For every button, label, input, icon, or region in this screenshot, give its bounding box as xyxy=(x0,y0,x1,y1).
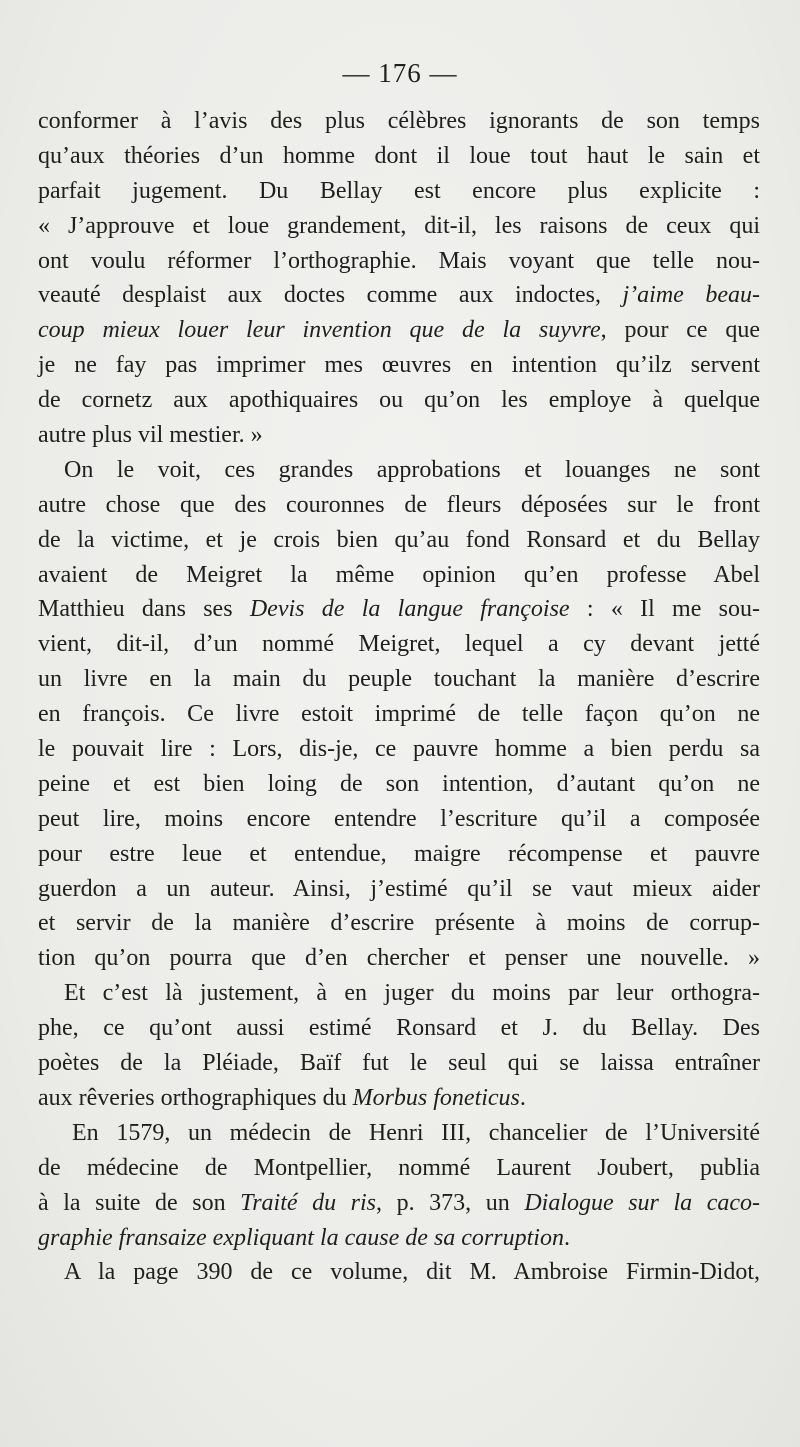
text-segment: A la page 390 de ce volume, dit M. Ambroise Firmin-Didot, xyxy=(64,1259,760,1286)
text-line xyxy=(38,488,760,523)
text-line xyxy=(38,802,760,837)
text-segment: de cornetz aux apothiquaires ou qu’on les employe à quelque xyxy=(38,387,760,414)
body-text xyxy=(38,104,760,1290)
text-line xyxy=(38,104,760,139)
text-segment: : « Il me sou- xyxy=(569,596,760,623)
italic-text: coup mieux louer leur invention que de la suyvre xyxy=(38,317,601,344)
text-segment: à la suite de son xyxy=(38,1189,241,1216)
text-line xyxy=(38,418,760,453)
italic-text: Morbus foneticus xyxy=(352,1084,520,1111)
text-segment: peut lire, moins encore entendre l’escriture qu’il a composée xyxy=(38,805,760,832)
text-segment: avaient de Meigret la même opinion qu’en professe Abel xyxy=(38,561,760,588)
text-line xyxy=(38,1151,760,1186)
text-line xyxy=(38,872,760,907)
text-segment: pour estre leue et entendue, maigre récompense et pauvre xyxy=(38,840,760,867)
text-line xyxy=(38,1011,760,1046)
text-line xyxy=(38,453,760,488)
text-segment: Matthieu dans ses xyxy=(38,596,250,623)
text-segment: . xyxy=(563,1224,570,1251)
italic-text: Devis de la langue françoise xyxy=(249,596,570,623)
text-segment: Et c’est là justement, à en juger du moins par leur orthogra- xyxy=(64,980,760,1007)
text-segment: guerdon a un auteur. Ainsi, j’estimé qu’il se vaut mieux aider xyxy=(38,875,760,902)
text-segment: peine et est bien loing de son intention, d’autant qu’on ne xyxy=(38,770,760,797)
text-line xyxy=(38,1081,760,1116)
text-segment: poètes de la Pléiade, Baïf fut le seul qui se laissa entraîner xyxy=(38,1050,760,1077)
text-segment: un livre en la main du peuple touchant la manière d’escrire xyxy=(38,666,760,693)
text-line xyxy=(38,906,760,941)
text-line xyxy=(38,348,760,383)
text-segment: , p. 373, un xyxy=(376,1189,525,1216)
text-line xyxy=(38,244,760,279)
italic-text: graphie fransaize expliquant la cause de sa corruption xyxy=(38,1224,564,1251)
text-segment: « J’approuve et loue grandement, dit-il, les raisons de ceux qui xyxy=(38,212,760,239)
text-line xyxy=(38,278,760,313)
text-line xyxy=(38,1046,760,1081)
text-line xyxy=(38,837,760,872)
text-line xyxy=(38,383,760,418)
italic-text: Dialogue sur la caco- xyxy=(524,1189,761,1216)
text-segment: conformer à l’avis des plus célèbres ignorants de son temps xyxy=(38,108,760,134)
text-segment: le pouvait lire : Lors, dis-je, ce pauvre homme a bien perdu sa xyxy=(38,736,760,763)
text-segment: autre chose que des couronnes de fleurs déposées sur le front xyxy=(38,491,760,518)
text-segment: vient, dit-il, d’un nommé Meigret, lequel a cy devant jetté xyxy=(38,631,760,658)
text-line xyxy=(38,732,760,767)
text-line xyxy=(38,627,760,662)
text-segment: On le voit, ces grandes approbations et louanges ne sont xyxy=(64,456,760,483)
text-segment: veauté desplaist aux doctes comme aux indoctes, xyxy=(38,282,623,309)
italic-text: Traité du ris xyxy=(240,1189,377,1216)
text-line xyxy=(38,767,760,802)
text-segment: tion qu’on pourra que d’en chercher et penser une nouvelle. » xyxy=(38,945,760,972)
text-segment: je ne fay pas imprimer mes œuvres en intention qu’ilz servent xyxy=(38,352,760,379)
text-line xyxy=(38,941,760,976)
text-line xyxy=(38,209,760,244)
text-segment: phe, ce qu’ont aussi estimé Ronsard et J. du Bellay. Des xyxy=(38,1015,760,1042)
text-segment: aux rêveries orthographiques du xyxy=(38,1084,353,1111)
text-line xyxy=(38,1255,760,1290)
text-line xyxy=(38,523,760,558)
text-segment: en françois. Ce livre estoit imprimé de telle façon qu’on ne xyxy=(38,701,760,728)
text-segment: autre plus vil mestier. » xyxy=(38,422,263,449)
text-segment: En 1579, un médecin de Henri III, chancelier de l’Université xyxy=(72,1119,760,1146)
text-segment: et servir de la manière d’escrire présente à moins de corrup- xyxy=(38,910,760,937)
text-segment: de la victime, et je crois bien qu’au fond Ronsard et du Bellay xyxy=(38,526,760,553)
text-line xyxy=(38,697,760,732)
text-line xyxy=(38,1221,760,1256)
text-line xyxy=(38,139,760,174)
page-number: — 176 — xyxy=(342,58,458,88)
text-line xyxy=(38,1116,760,1151)
text-line xyxy=(38,174,760,209)
text-line xyxy=(38,592,760,627)
text-line xyxy=(38,558,760,593)
text-segment: . xyxy=(519,1084,526,1111)
text-segment: parfait jugement. Du Bellay est encore plus explicite : xyxy=(38,177,760,204)
text-segment: de médecine de Montpellier, nommé Laurent Joubert, publia xyxy=(38,1154,760,1181)
text-segment: , pour ce que xyxy=(600,317,761,344)
text-line xyxy=(38,313,760,348)
text-segment: qu’aux théories d’un homme dont il loue tout haut le sain et xyxy=(38,142,760,169)
text-line xyxy=(38,976,760,1011)
text-line xyxy=(38,662,760,697)
italic-text: j’aime beau- xyxy=(622,282,760,309)
text-line xyxy=(38,1186,760,1221)
text-segment: ont voulu réformer l’orthographie. Mais voyant que telle nou- xyxy=(38,247,760,274)
